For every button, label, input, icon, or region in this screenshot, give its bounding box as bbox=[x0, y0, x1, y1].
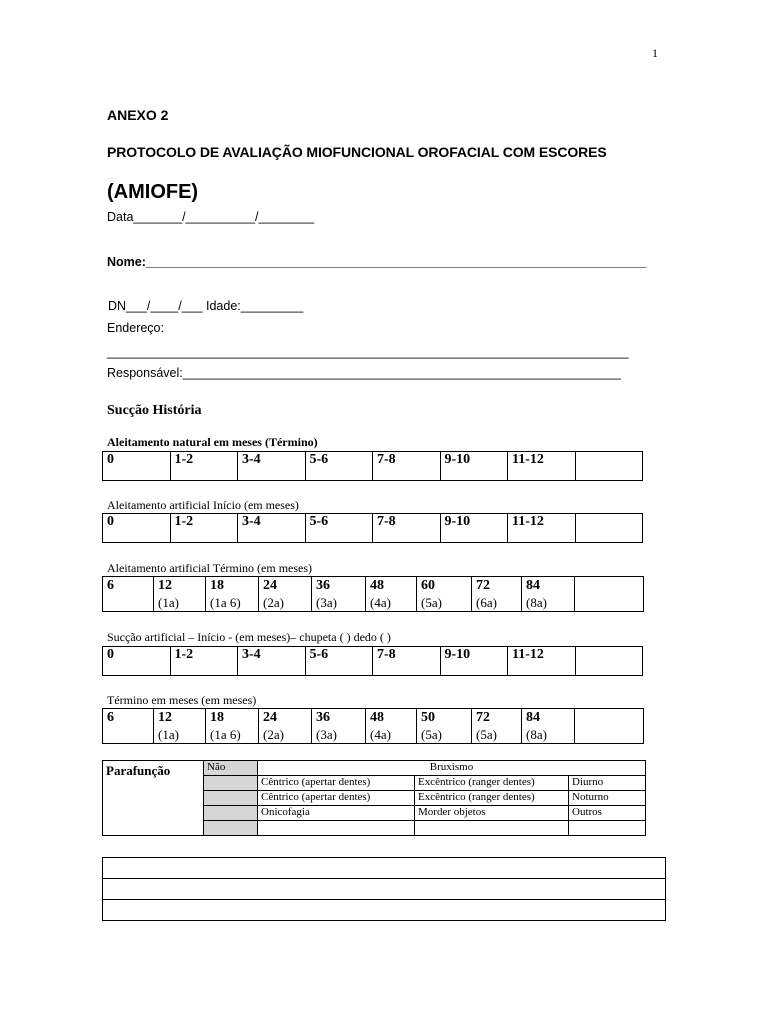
guardian-field[interactable]: Responsável:_______________________________________________________________ bbox=[107, 366, 621, 380]
table-cell[interactable] bbox=[312, 577, 366, 612]
table-cell[interactable]: 3-4 bbox=[238, 452, 306, 481]
table-cell[interactable]: Diurno bbox=[569, 776, 646, 791]
cell-value: 72 bbox=[476, 710, 490, 725]
section-title: Sucção História bbox=[107, 403, 202, 418]
table-cell[interactable] bbox=[575, 514, 643, 543]
table-termino bbox=[102, 708, 644, 744]
table-cell[interactable]: Onicofagia bbox=[258, 806, 415, 821]
table-cell[interactable] bbox=[522, 577, 575, 612]
nao-checkbox[interactable] bbox=[204, 791, 258, 806]
cell-value: 60 bbox=[421, 578, 435, 593]
table-aleitamento-artificial-termino bbox=[102, 576, 644, 612]
cell-sub: (1a 6) bbox=[210, 727, 241, 742]
table-cell[interactable]: 9-10 bbox=[440, 514, 508, 543]
table-cell[interactable]: 7-8 bbox=[373, 647, 441, 676]
table-caption-natural: Aleitamento natural em meses (Término) bbox=[107, 435, 318, 449]
table-cell[interactable]: 0 bbox=[103, 514, 171, 543]
annex-heading: ANEXO 2 bbox=[107, 107, 169, 123]
date-field[interactable]: Data_______/__________/________ bbox=[107, 210, 315, 224]
table-cell[interactable]: 1-2 bbox=[170, 452, 238, 481]
table-cell[interactable] bbox=[415, 821, 569, 836]
table-cell[interactable]: 3-4 bbox=[238, 647, 306, 676]
cell-sub: (2a) bbox=[263, 595, 284, 610]
cell-value: 48 bbox=[370, 710, 384, 725]
name-field[interactable]: Nome:________________________________________________________________________ bbox=[107, 255, 647, 269]
birth-age-field[interactable]: DN___/____/___ Idade:_________ bbox=[108, 299, 304, 313]
cell-value: 50 bbox=[421, 710, 435, 725]
table-cell[interactable] bbox=[103, 577, 154, 612]
cell-value: 36 bbox=[316, 710, 330, 725]
nao-checkbox[interactable] bbox=[204, 776, 258, 791]
cell-value: 84 bbox=[526, 710, 540, 725]
table-cell[interactable]: 11-12 bbox=[508, 514, 576, 543]
table-cell[interactable]: 9-10 bbox=[440, 452, 508, 481]
table-cell[interactable] bbox=[312, 709, 366, 744]
table-cell[interactable]: Outros bbox=[569, 806, 646, 821]
parafuncao-label: Parafunção bbox=[103, 761, 204, 836]
table-cell[interactable] bbox=[366, 577, 417, 612]
acronym-title: (AMIOFE) bbox=[107, 181, 199, 203]
cell-sub: (1a) bbox=[158, 595, 179, 610]
table-cell[interactable]: 5-6 bbox=[305, 514, 373, 543]
notes-row[interactable] bbox=[103, 879, 666, 900]
notes-table bbox=[102, 857, 666, 921]
table-parafuncao bbox=[102, 760, 646, 836]
nao-header: Não bbox=[204, 761, 258, 776]
cell-value: 12 bbox=[158, 710, 172, 725]
table-cell[interactable]: 7-8 bbox=[373, 514, 441, 543]
table-cell[interactable]: 1-2 bbox=[170, 647, 238, 676]
table-cell[interactable] bbox=[259, 709, 312, 744]
table-cell[interactable]: 0 bbox=[103, 452, 171, 481]
table-cell[interactable] bbox=[103, 709, 154, 744]
notes-row[interactable] bbox=[103, 858, 666, 879]
table-cell[interactable] bbox=[417, 709, 472, 744]
cell-value: 48 bbox=[370, 578, 384, 593]
cell-sub: (5a) bbox=[421, 727, 442, 742]
address-field[interactable]: ___________________________________________________________________________ bbox=[107, 345, 629, 359]
cell-sub: (4a) bbox=[370, 595, 391, 610]
page-number: 1 bbox=[652, 46, 658, 60]
table-cell[interactable]: Excêntrico (ranger dentes) bbox=[415, 776, 569, 791]
cell-sub: (5a) bbox=[421, 595, 442, 610]
cell-value: 6 bbox=[107, 710, 114, 725]
table-cell[interactable] bbox=[417, 577, 472, 612]
table-caption-artificial-inicio: Aleitamento artificial Início (em meses) bbox=[107, 498, 299, 512]
cell-value: 24 bbox=[263, 710, 277, 725]
table-caption-termino: Término em meses (em meses) bbox=[107, 693, 257, 707]
cell-value: 18 bbox=[210, 578, 224, 593]
table-cell[interactable] bbox=[522, 709, 575, 744]
table-cell[interactable] bbox=[259, 577, 312, 612]
table-cell[interactable] bbox=[154, 709, 206, 744]
cell-value: 12 bbox=[158, 578, 172, 593]
cell-value: 84 bbox=[526, 578, 540, 593]
table-cell[interactable]: 11-12 bbox=[508, 452, 576, 481]
nao-checkbox[interactable] bbox=[204, 821, 258, 836]
table-cell[interactable]: 0 bbox=[103, 647, 171, 676]
table-aleitamento-artificial-inicio bbox=[102, 513, 643, 543]
table-cell[interactable] bbox=[206, 577, 259, 612]
cell-sub: (8a) bbox=[526, 727, 547, 742]
cell-sub: (8a) bbox=[526, 595, 547, 610]
cell-sub: (1a 6) bbox=[210, 595, 241, 610]
table-cell[interactable]: Cêntrico (apertar dentes) bbox=[258, 776, 415, 791]
cell-value: 24 bbox=[263, 578, 277, 593]
table-cell[interactable]: 1-2 bbox=[170, 514, 238, 543]
table-cell[interactable]: Cêntrico (apertar dentes) bbox=[258, 791, 415, 806]
table-caption-succao-inicio: Sucção artificial – Início - (em meses)– chupeta ( ) dedo ( ) bbox=[107, 630, 391, 644]
table-cell[interactable]: Noturno bbox=[569, 791, 646, 806]
table-cell[interactable] bbox=[154, 577, 206, 612]
cell-sub: (3a) bbox=[316, 727, 337, 742]
cell-sub: (5a) bbox=[476, 727, 497, 742]
table-cell[interactable]: Morder objetos bbox=[415, 806, 569, 821]
table-cell[interactable] bbox=[472, 709, 522, 744]
cell-sub: (2a) bbox=[263, 727, 284, 742]
cell-value: 72 bbox=[476, 578, 490, 593]
nao-checkbox[interactable] bbox=[204, 806, 258, 821]
table-caption-artificial-termino: Aleitamento artificial Término (em meses) bbox=[107, 561, 313, 575]
table-cell[interactable]: 11-12 bbox=[508, 647, 576, 676]
table-cell[interactable] bbox=[569, 821, 646, 836]
table-succao-artificial-inicio bbox=[102, 646, 643, 676]
cell-value: 6 bbox=[107, 578, 114, 593]
table-cell[interactable] bbox=[575, 647, 643, 676]
address-label: Endereço: bbox=[107, 321, 164, 335]
cell-value: 18 bbox=[210, 710, 224, 725]
table-cell[interactable] bbox=[366, 709, 417, 744]
cell-sub: (6a) bbox=[476, 595, 497, 610]
cell-sub: (4a) bbox=[370, 727, 391, 742]
notes-row[interactable] bbox=[103, 900, 666, 921]
table-cell[interactable]: 5-6 bbox=[305, 452, 373, 481]
table-cell[interactable] bbox=[206, 709, 259, 744]
table-cell[interactable] bbox=[575, 452, 643, 481]
table-cell[interactable]: 7-8 bbox=[373, 452, 441, 481]
bruxismo-header: Bruxismo bbox=[258, 761, 646, 776]
table-cell[interactable] bbox=[258, 821, 415, 836]
table-cell[interactable] bbox=[575, 577, 644, 612]
table-cell[interactable] bbox=[472, 577, 522, 612]
table-cell[interactable]: 3-4 bbox=[238, 514, 306, 543]
cell-sub: (3a) bbox=[316, 595, 337, 610]
table-cell[interactable]: 9-10 bbox=[440, 647, 508, 676]
table-cell[interactable]: Excêntrico (ranger dentes) bbox=[415, 791, 569, 806]
cell-sub: (1a) bbox=[158, 727, 179, 742]
table-cell[interactable]: 5-6 bbox=[305, 647, 373, 676]
table-aleitamento-natural bbox=[102, 451, 643, 481]
table-cell[interactable] bbox=[575, 709, 644, 744]
cell-value: 36 bbox=[316, 578, 330, 593]
protocol-title: PROTOCOLO DE AVALIAÇÃO MIOFUNCIONAL OROFACIAL COM ESCORES bbox=[107, 144, 607, 160]
